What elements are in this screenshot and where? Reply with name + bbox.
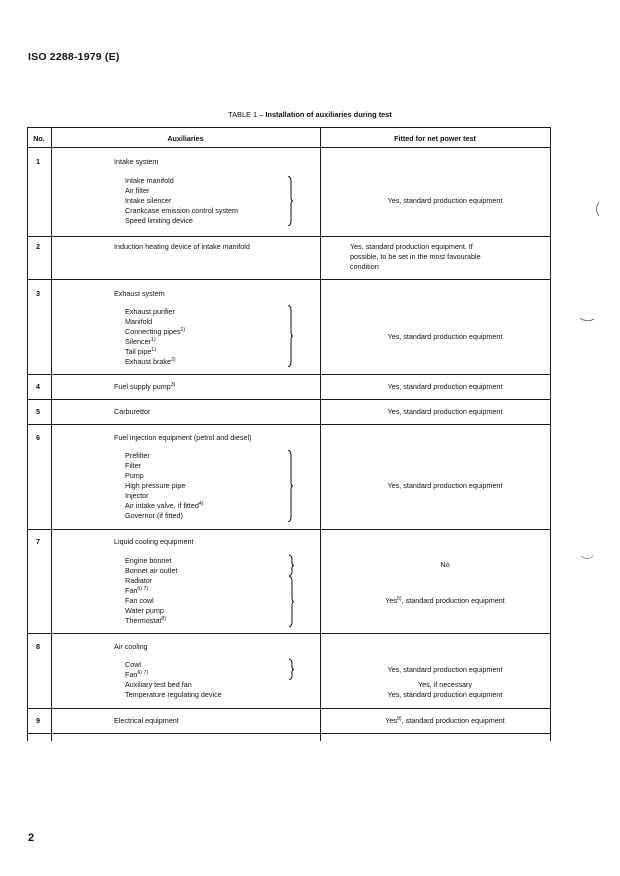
fitted-value-line: possible, to be set in the most favourable bbox=[350, 252, 481, 261]
row-number: 9 bbox=[36, 716, 40, 725]
fitted-value-text: , standard production equipment bbox=[401, 716, 505, 725]
right-brace bbox=[288, 555, 294, 576]
auxiliary-item: Auxiliary test bed fan bbox=[125, 680, 192, 689]
footnote-ref: 1) bbox=[180, 327, 186, 333]
auxiliary-item: Intake manifold bbox=[125, 176, 174, 185]
fitted-value: Yes, standard production equipment bbox=[387, 481, 503, 490]
row-heading: Intake system bbox=[114, 157, 159, 166]
auxiliary-item-label: Fan bbox=[125, 670, 138, 679]
fitted-value-line: Yes, standard production equipment. If bbox=[350, 242, 473, 251]
row-divider bbox=[27, 399, 551, 400]
fitted-value: No bbox=[440, 560, 450, 569]
footnote-ref: 1) bbox=[151, 347, 156, 353]
footnote-ref: 8) bbox=[161, 616, 166, 622]
row-heading-label: Fuel supply pump bbox=[114, 382, 171, 391]
row-heading: Exhaust system bbox=[114, 289, 165, 298]
page-number: 2 bbox=[28, 832, 35, 844]
row-divider bbox=[27, 236, 551, 237]
footnote-ref: 6) 7) bbox=[137, 670, 149, 676]
auxiliary-item-label: Air intake valve, if fitted bbox=[125, 501, 199, 510]
auxiliary-item-label: Connecting pipes bbox=[125, 327, 181, 336]
row-number: 4 bbox=[36, 382, 40, 391]
table-title-text: Installation of auxiliaries during test bbox=[265, 110, 392, 119]
table-title-prefix: TABLE 1 – bbox=[228, 110, 266, 119]
auxiliary-item-label: Tail pipe bbox=[125, 347, 152, 356]
right-brace bbox=[288, 659, 294, 680]
footnote-ref: 4) bbox=[198, 501, 204, 507]
auxiliary-item-label: Silencer bbox=[125, 337, 151, 346]
auxiliary-item: High pressure pipe bbox=[125, 481, 186, 490]
footnote-ref: 6) 7) bbox=[137, 586, 149, 592]
auxiliary-item: Water pump bbox=[125, 606, 164, 615]
row-divider bbox=[27, 733, 551, 734]
auxiliary-item: Crankcase emission control system bbox=[125, 206, 239, 215]
auxiliary-item bbox=[125, 586, 148, 596]
auxiliary-item: Filter bbox=[125, 461, 141, 470]
fitted-value: Yes, if necessary bbox=[417, 680, 473, 689]
footnote-ref: 5) bbox=[397, 596, 402, 602]
auxiliary-item: Air filter bbox=[125, 186, 150, 195]
auxiliary-item: Temperature regulating device bbox=[125, 690, 222, 699]
column-divider bbox=[320, 127, 321, 741]
row-heading: Liquid cooling equipment bbox=[114, 537, 194, 546]
fitted-value: Yes, standard production equipment bbox=[387, 382, 503, 391]
row-number: 7 bbox=[36, 537, 40, 546]
fitted-value-text: , standard production equipment bbox=[401, 596, 505, 605]
auxiliary-item: Governor (if fitted) bbox=[125, 511, 183, 520]
auxiliary-item bbox=[125, 357, 176, 367]
auxiliary-item: Prefilter bbox=[125, 451, 150, 460]
auxiliary-item: Cowl bbox=[125, 660, 141, 669]
column-header-fitted: Fitted for net power test bbox=[394, 134, 476, 143]
auxiliary-item: Radiator bbox=[125, 576, 153, 585]
right-brace bbox=[287, 305, 293, 367]
row-heading: Fuel injection equipment (petrol and diesel) bbox=[114, 433, 252, 442]
right-brace bbox=[288, 576, 294, 627]
row-heading: Induction heating device of intake manifold bbox=[114, 242, 250, 251]
auxiliary-item-label: Thermostat bbox=[125, 616, 162, 625]
auxiliary-item: Engine bonnet bbox=[125, 556, 172, 565]
fitted-value: Yes, standard production equipment bbox=[387, 665, 503, 674]
auxiliary-item bbox=[125, 327, 185, 337]
fitted-value: Yes, standard production equipment bbox=[387, 690, 503, 699]
row-heading: Carburettor bbox=[114, 407, 151, 416]
auxiliary-item: Injector bbox=[125, 491, 149, 500]
row-number: 3 bbox=[36, 289, 40, 298]
fitted-value bbox=[340, 596, 550, 606]
auxiliary-item: Pump bbox=[125, 471, 144, 480]
footnote-ref: 3) bbox=[170, 382, 176, 388]
footnote-ref: 2) bbox=[170, 357, 176, 363]
row-divider bbox=[27, 279, 551, 280]
document-header: ISO 2288-1979 (E) bbox=[28, 51, 120, 63]
right-brace bbox=[287, 450, 293, 522]
auxiliary-item bbox=[125, 347, 156, 357]
table-left-border bbox=[27, 127, 28, 741]
fitted-value bbox=[340, 716, 550, 726]
row-divider bbox=[27, 708, 551, 709]
column-header-no: No. bbox=[33, 134, 45, 143]
column-divider bbox=[51, 127, 52, 741]
footnote-ref: 9) bbox=[397, 716, 402, 722]
fitted-value-text: Yes bbox=[385, 596, 397, 605]
auxiliary-item: Intake silencer bbox=[125, 196, 172, 205]
scan-mark bbox=[580, 317, 594, 323]
right-brace bbox=[287, 176, 293, 226]
auxiliary-item: Fan cowl bbox=[125, 596, 154, 605]
fitted-value-line: condition bbox=[350, 262, 379, 271]
auxiliary-item bbox=[125, 501, 204, 511]
row-divider bbox=[27, 529, 551, 530]
row-heading bbox=[114, 382, 175, 392]
scan-mark bbox=[594, 202, 600, 216]
auxiliary-item: Bonnet air outlet bbox=[125, 566, 178, 575]
row-number: 6 bbox=[36, 433, 40, 442]
row-number: 8 bbox=[36, 642, 40, 651]
auxiliary-item bbox=[125, 616, 166, 626]
scan-mark bbox=[581, 555, 593, 561]
footnote-ref: 1) bbox=[150, 337, 156, 343]
table-title bbox=[0, 110, 620, 119]
row-heading: Electrical equipment bbox=[114, 716, 179, 725]
auxiliary-item bbox=[125, 337, 156, 347]
table-top-border bbox=[27, 127, 551, 128]
table-right-border bbox=[550, 127, 551, 741]
auxiliary-item: Speed limiting device bbox=[125, 216, 193, 225]
auxiliary-item-label: Exhaust brake bbox=[125, 357, 171, 366]
column-header-auxiliaries: Auxiliaries bbox=[167, 134, 204, 143]
auxiliary-item: Exhaust purifier bbox=[125, 307, 175, 316]
fitted-value: Yes, standard production equipment bbox=[387, 332, 503, 341]
auxiliary-item: Manifold bbox=[125, 317, 153, 326]
row-divider bbox=[27, 374, 551, 375]
auxiliary-item bbox=[125, 670, 148, 680]
row-heading: Air cooling bbox=[114, 642, 148, 651]
auxiliary-item-label: Fan bbox=[125, 586, 138, 595]
row-number: 1 bbox=[36, 157, 40, 166]
row-divider bbox=[27, 633, 551, 634]
row-number: 2 bbox=[36, 242, 40, 251]
fitted-value: Yes, standard production equipment bbox=[387, 196, 503, 205]
header-divider bbox=[27, 147, 551, 148]
fitted-value-text: Yes bbox=[385, 716, 397, 725]
fitted-value: Yes, standard production equipment bbox=[387, 407, 503, 416]
row-number: 5 bbox=[36, 407, 40, 416]
row-divider bbox=[27, 424, 551, 425]
